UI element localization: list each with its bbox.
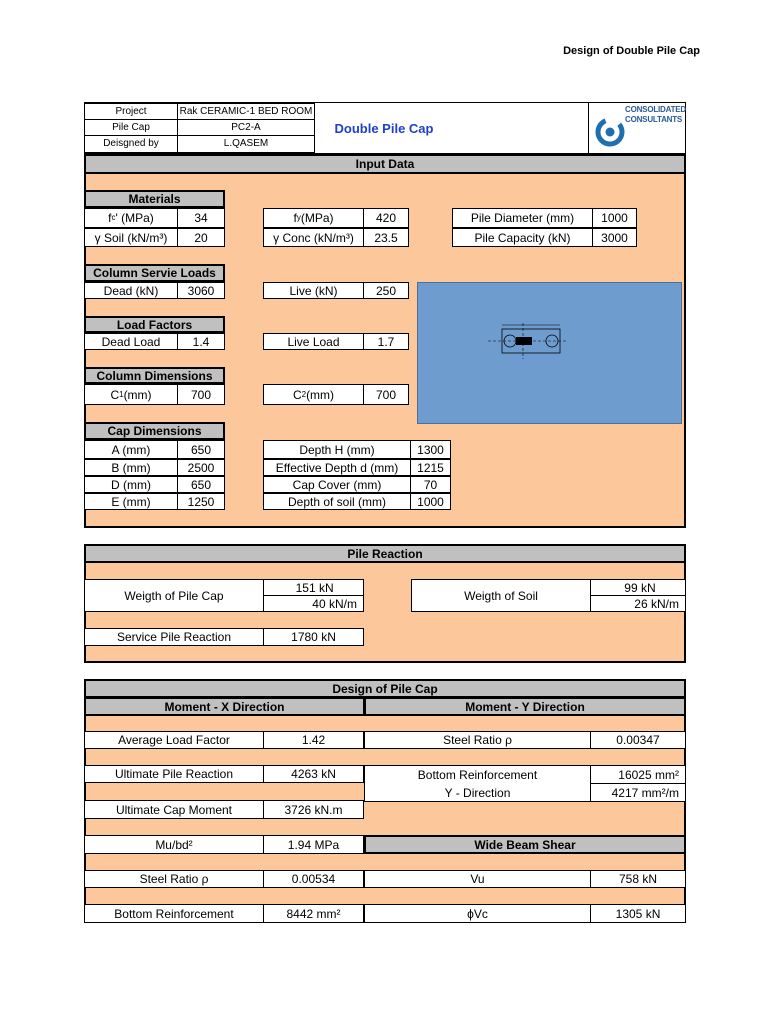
vu-number: 758 <box>618 872 639 886</box>
gamma-soil-label: γ Soil (kN/m³) <box>84 228 178 247</box>
design-header: Design of Pile Cap <box>84 679 686 698</box>
phivc-unit: kN <box>645 906 661 921</box>
service-reaction-value <box>263 628 364 646</box>
ult-moment-number: 3726 <box>284 802 312 817</box>
vu-unit: kN <box>642 872 658 886</box>
logo-line-2: CONSULTANTS <box>625 115 683 124</box>
wide-beam-shear-header: Wide Beam Shear <box>364 835 686 854</box>
dead-factor-value[interactable]: 1.4 <box>177 333 225 350</box>
weight-soil-knm <box>590 595 686 612</box>
steel-ratio-x-label: Steel Ratio ρ <box>84 870 264 888</box>
ult-moment-label: Ultimate Cap Moment <box>84 800 264 819</box>
fc-value[interactable]: 34 <box>177 208 225 228</box>
dead-factor-label: Dead Load <box>84 333 178 350</box>
y-direction-value <box>590 783 686 802</box>
depth-h-value[interactable]: 1300 <box>410 440 451 459</box>
designed-by-value: L.QASEM <box>177 135 315 153</box>
bottom-reinf-y-number: 16025 <box>618 767 652 782</box>
pile-reaction-header: Pile Reaction <box>84 544 686 563</box>
pilecap-value: PC2-A <box>177 119 315 136</box>
weight-soil-knm-unit: kN/m <box>651 596 679 611</box>
b-value[interactable]: 2500 <box>177 459 225 476</box>
fc-label-prefix: f <box>108 211 112 225</box>
phivc-label: ϕVc <box>364 904 591 923</box>
e-label: E (mm) <box>84 493 178 510</box>
service-reaction-unit: kN <box>321 630 336 644</box>
project-label: Project <box>84 103 178 120</box>
dead-load-label: Dead (kN) <box>84 282 178 299</box>
live-factor-value[interactable]: 1.7 <box>363 333 409 350</box>
pile-capacity-value[interactable]: 3000 <box>592 228 637 247</box>
a-label: A (mm) <box>84 440 178 459</box>
mubd-value <box>263 835 364 854</box>
weight-cap-knm-unit: kN/m <box>329 596 357 611</box>
live-load-label: Live (kN) <box>263 282 364 299</box>
fy-value[interactable]: 420 <box>363 208 409 228</box>
materials-header: Materials <box>84 190 225 208</box>
ult-reaction-number: 4263 <box>291 767 318 781</box>
e-value[interactable]: 1250 <box>177 493 225 510</box>
c1-value[interactable]: 700 <box>177 384 225 405</box>
designed-by-label: Deisgned by <box>84 135 178 153</box>
c2-value[interactable]: 700 <box>363 384 409 405</box>
weight-cap-kn-unit: kN <box>318 580 334 595</box>
weight-soil-kn-unit: kN <box>640 580 656 595</box>
service-reaction-label: Service Pile Reaction <box>84 628 264 646</box>
mubd-number: 1.94 <box>287 837 312 852</box>
pile-cap-plan-icon <box>418 283 683 425</box>
c2-label-suffix: (mm) <box>306 387 335 402</box>
effective-depth-label: Effective Depth d (mm) <box>263 459 411 476</box>
a-value[interactable]: 650 <box>177 440 225 459</box>
y-direction-unit: mm²/m <box>641 785 679 800</box>
steel-ratio-x-value: 0.00534 <box>263 870 364 888</box>
ult-reaction-label: Ultimate Pile Reaction <box>84 765 264 783</box>
weight-cap-label: Weigth of Pile Cap <box>84 579 264 612</box>
weight-soil-kn <box>590 579 686 596</box>
pile-diameter-label: Pile Diameter (mm) <box>452 208 593 228</box>
steel-ratio-y-label: Steel Ratio ρ <box>364 731 591 749</box>
c1-label-prefix: C <box>110 387 120 402</box>
phivc-number: 1305 <box>615 906 643 921</box>
fy-label: f y (MPa) <box>263 208 364 228</box>
weight-cap-kn-value: 151 <box>295 580 316 595</box>
ult-moment-unit: kN.m <box>314 802 343 817</box>
column-loads-header: Column Servie Loads <box>84 264 225 282</box>
load-factors-header: Load Factors <box>84 316 225 333</box>
gamma-conc-label: γ Conc (kN/m³) <box>263 228 364 247</box>
d-value[interactable]: 650 <box>177 476 225 493</box>
weight-soil-knm-value: 26 <box>634 596 648 611</box>
live-load-value[interactable]: 250 <box>363 282 409 299</box>
fy-label-suffix: (MPa) <box>300 211 334 225</box>
dead-load-value[interactable]: 3060 <box>177 282 225 299</box>
depth-h-label: Depth H (mm) <box>263 440 411 459</box>
phivc-value <box>590 904 686 923</box>
logo-line-1: CONSOLIDATED <box>625 105 687 114</box>
weight-cap-knm <box>263 595 364 612</box>
soil-depth-label: Depth of soil (mm) <box>263 493 411 510</box>
service-reaction-number: 1780 <box>291 630 318 644</box>
pile-capacity-label: Pile Capacity (kN) <box>452 228 593 247</box>
weight-soil-label: Weigth of Soil <box>411 579 591 612</box>
logo-box <box>588 103 685 153</box>
cap-cover-label: Cap Cover (mm) <box>263 476 411 493</box>
mubd-label: Mu/bd² <box>84 835 264 854</box>
pile-diameter-value[interactable]: 1000 <box>592 208 637 228</box>
column-dimensions-header: Column Dimensions <box>84 367 225 384</box>
soil-depth-value[interactable]: 1000 <box>410 493 451 510</box>
bottom-reinf-y-label: Bottom Reinforcement <box>417 767 538 782</box>
live-factor-label: Live Load <box>263 333 364 350</box>
weight-cap-kn <box>263 579 364 596</box>
consolidated-logo-icon <box>595 117 625 147</box>
fc-label: f c ' (MPa) <box>84 208 178 228</box>
bottom-reinf-x-unit: mm² <box>316 906 341 921</box>
header-center-title: Double Pile Cap <box>334 120 434 136</box>
bottom-reinf-y-value <box>590 765 686 784</box>
c1-label: C 1 (mm) <box>84 384 178 405</box>
ult-reaction-unit: kN <box>321 767 336 781</box>
weight-soil-kn-value: 99 <box>624 580 638 595</box>
vu-label: Vu <box>364 870 591 888</box>
y-direction-number: 4217 <box>611 785 639 800</box>
weight-cap-knm-value: 40 <box>312 596 326 611</box>
cap-dimensions-header: Cap Dimensions <box>84 422 225 440</box>
effective-depth-value[interactable]: 1215 <box>410 459 451 476</box>
c1-label-suffix: (mm) <box>123 387 152 402</box>
project-value: Rak CERAMIC-1 BED ROOM <box>177 103 315 120</box>
cap-cover-value[interactable]: 70 <box>410 476 451 493</box>
y-direction-label: Y - Direction <box>444 785 511 800</box>
bottom-reinf-y-unit: mm² <box>655 767 679 782</box>
moment-x-header: Moment - X Direction <box>84 697 365 716</box>
fy-label-prefix: f <box>293 211 297 225</box>
bottom-reinf-x-label: Bottom Reinforcement <box>84 904 264 923</box>
ult-reaction-value <box>263 765 364 783</box>
gamma-soil-value[interactable]: 20 <box>177 228 225 247</box>
c2-label: C 2 (mm) <box>263 384 364 405</box>
pile-cap-diagram <box>417 282 682 424</box>
document-title: Design of Double Pile Cap <box>563 45 700 57</box>
moment-y-header: Moment - Y Direction <box>364 697 686 716</box>
d-label: D (mm) <box>84 476 178 493</box>
b-label: B (mm) <box>84 459 178 476</box>
avg-load-factor-value: 1.42 <box>263 731 364 749</box>
steel-ratio-y-value: 0.00347 <box>590 731 686 749</box>
ult-moment-value <box>263 800 364 819</box>
fc-label-suffix: ' (MPa) <box>115 211 154 225</box>
gamma-conc-value[interactable]: 23.5 <box>363 228 409 247</box>
avg-load-factor-label: Average Load Factor <box>84 731 264 749</box>
pilecap-label: Pile Cap <box>84 119 178 136</box>
vu-value <box>590 870 686 888</box>
c2-label-prefix: C <box>292 387 302 402</box>
bottom-reinf-x-value <box>263 904 364 923</box>
input-data-header: Input Data <box>84 154 686 174</box>
bottom-reinf-x-number: 8442 <box>286 906 314 921</box>
mubd-unit: MPa <box>314 837 340 852</box>
